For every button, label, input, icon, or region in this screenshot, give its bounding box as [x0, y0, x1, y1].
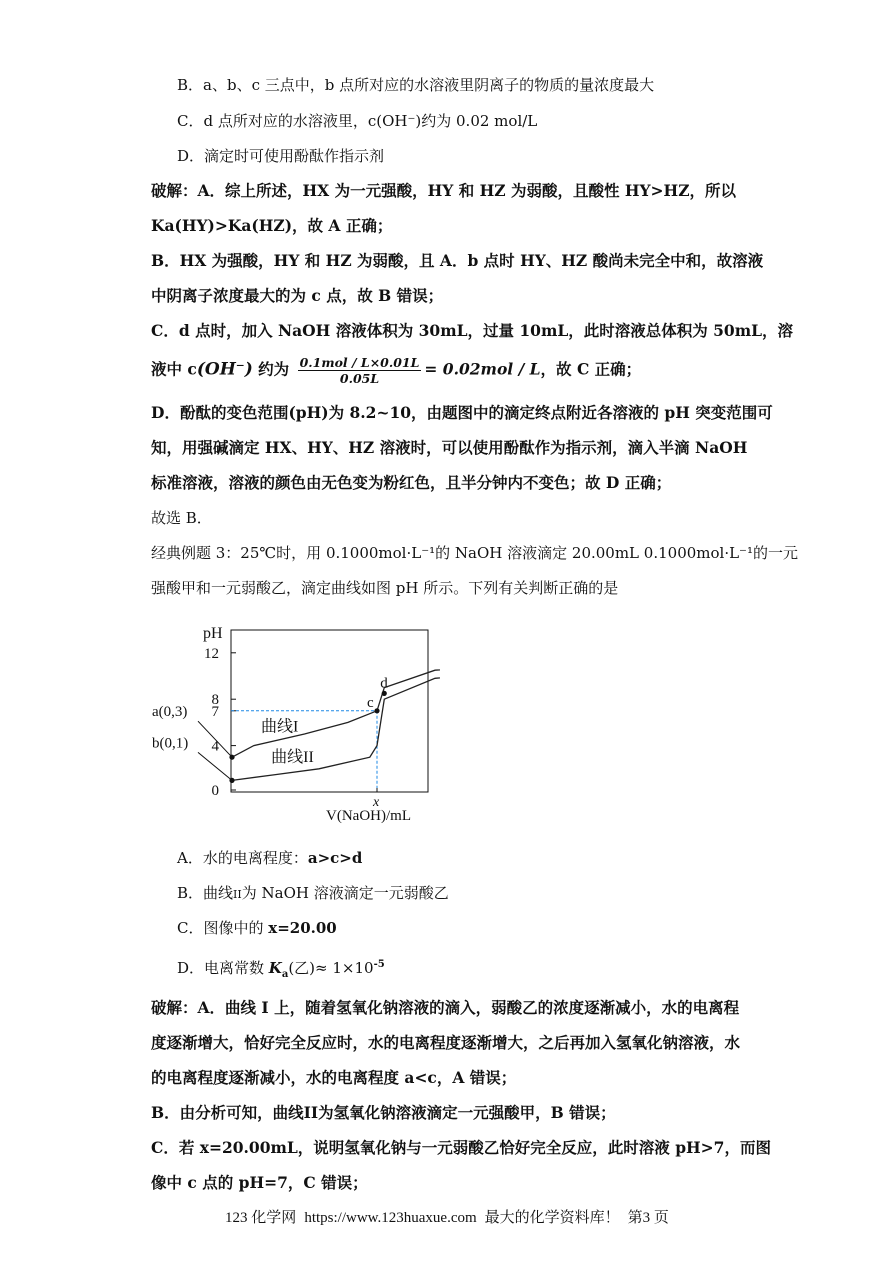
y-tick-label: 8 — [211, 692, 219, 709]
ex3-option-a — [177, 848, 362, 868]
example3-line2: 强酸甲和一元弱酸乙，滴定曲线如图 pH 所示。下列有关判断正确的是 — [151, 579, 619, 597]
ex3-d-prefix: D．电离常数 — [177, 959, 269, 977]
example3-line1: 经典例题 3：25℃时，用 0.1000mol·L⁻¹的 NaOH 溶液滴定 20.00mL 0.1000mol·L⁻¹的一元 — [151, 544, 798, 562]
solution-a-line1: 破解：A．综上所述，HX 为一元强酸，HY 和 HZ 为弱酸，且酸性 HY>HZ，所以 — [151, 181, 737, 200]
plot-frame — [231, 630, 428, 792]
point-d — [382, 691, 387, 696]
footer-url[interactable]: https://www.123huaxue.com — [304, 1210, 477, 1226]
solution2-a-line3: 的电离程度逐渐减小，水的电离程度 a<c，A 错误； — [151, 1068, 517, 1087]
solution2-a-line2: 度逐渐增大，恰好完全反应时，水的电离程度逐渐增大，之后再加入氢氧化钠溶液，水 — [151, 1033, 741, 1052]
point-label-b: b(0,1) — [152, 735, 189, 752]
c2-pre: 液中 c — [151, 359, 197, 379]
option-c: C．d 点所对应的水溶液里，c(OH⁻)约为 0.02 mol/L — [177, 112, 538, 130]
ex3-option-d — [177, 958, 385, 985]
solution-d-line3: 标准溶液，溶液的颜色由无色变为粉红色，且半分钟内不变色；故 D 正确； — [151, 473, 672, 492]
ex3-option-b — [177, 883, 449, 905]
titration-chart — [150, 618, 440, 828]
solution-c-line2 — [151, 355, 641, 386]
solution2-c-line2: 像中 c 点的 pH=7，C 错误； — [151, 1173, 368, 1192]
point-b-leader — [198, 752, 232, 780]
ex3-c-prefix: C．图像中的 — [177, 919, 269, 937]
ex3-d-k: K — [268, 959, 282, 977]
ex3-b-prefix: B．曲线 — [177, 884, 234, 902]
point-label-d: d — [380, 675, 388, 692]
y-tick-label: 0 — [211, 783, 219, 799]
y-tick-label: 7 — [211, 703, 219, 720]
page-footer — [0, 1206, 894, 1227]
solution-b-line1: B．HX 为强酸，HY 和 HZ 为弱酸，且 A．b 点时 HY、HZ 酸尚未完全中和，故溶液 — [151, 251, 764, 270]
ex3-b-roman: II — [233, 888, 242, 901]
x-marker-label: x — [373, 795, 380, 810]
fraction — [298, 355, 422, 386]
c2-eq: = 0.02mol / L — [424, 359, 541, 379]
c2-post: ，故 C 正确； — [540, 359, 642, 379]
option-b: B．a、b、c 三点中，b 点所对应的水溶液里阴离子的物质的量浓度最大 — [177, 76, 655, 94]
point-label-a: a(0,3) — [152, 704, 188, 721]
curve-II-label: 曲线II — [271, 748, 314, 766]
x-axis-label: V(NaOH)/mL — [326, 808, 411, 824]
ex3-b-suffix: 为 NaOH 溶液滴定一元弱酸乙 — [241, 884, 449, 902]
ex3-c-value: x=20.00 — [268, 919, 337, 937]
answer-line: 故选 B． — [151, 509, 212, 527]
option-d: D．滴定时可使用酚酞作指示剂 — [177, 147, 385, 165]
ex3-a-value: a>c>d — [307, 849, 363, 867]
c2-mid: 约为 — [252, 359, 290, 379]
ex3-d-exp: -5 — [373, 959, 385, 970]
ex3-d-suffix: (乙)≈ 1×10 — [288, 959, 374, 977]
footer-site: 123 化学网 — [225, 1210, 297, 1226]
footer-slogan: 最大的化学资料库！ — [484, 1210, 620, 1226]
ex3-option-c — [177, 918, 337, 938]
ex3-d-sub: a — [281, 969, 289, 980]
fraction-denominator: 0.05L — [339, 371, 380, 386]
point-label-c: c — [367, 694, 374, 711]
solution-d-line2: 知，用强碱滴定 HX、HY、HZ 溶液时，可以使用酚酞作为指示剂，滴入半滴 NaOH — [151, 438, 748, 457]
solution-c-line1: C．d 点时，加入 NaOH 溶液体积为 30mL，过量 10mL，此时溶液总体积为 50mL，溶 — [151, 321, 794, 340]
oh-ion: (OH⁻) — [196, 359, 253, 380]
y-tick-label: 4 — [211, 738, 219, 755]
ex3-a-prefix: A．水的电离程度： — [177, 849, 308, 867]
solution-a-line2: Ka(HY)>Ka(HZ)，故 A 正确； — [151, 216, 393, 235]
solution-d-line1: D．酚酞的变色范围(pH)为 8.2~10，由题图中的滴定终点附近各溶液的 pH 突变范围可 — [151, 403, 773, 422]
solution2-c-line1: C．若 x=20.00mL，说明氢氧化钠与一元弱酸乙恰好完全反应，此时溶液 pH>7，而图 — [151, 1138, 771, 1157]
y-axis-label: pH — [203, 625, 223, 642]
y-tick-label: 12 — [204, 645, 219, 662]
solution2-a-line1: 破解：A．曲线 I 上，随着氢氧化钠溶液的滴入，弱酸乙的浓度逐渐减小，水的电离程 — [151, 998, 740, 1017]
point-c — [374, 708, 379, 713]
solution2-b-line1: B．由分析可知，曲线II为氢氧化钠溶液滴定一元强酸甲，B 错误； — [151, 1103, 616, 1122]
solution-b-line2: 中阴离子浓度最大的为 c 点，故 B 错误； — [151, 286, 444, 305]
fraction-numerator: 0.1mol / L×0.01L — [299, 355, 420, 370]
footer-page: 第3 页 — [627, 1210, 669, 1226]
curve-I-label: 曲线I — [261, 718, 299, 736]
